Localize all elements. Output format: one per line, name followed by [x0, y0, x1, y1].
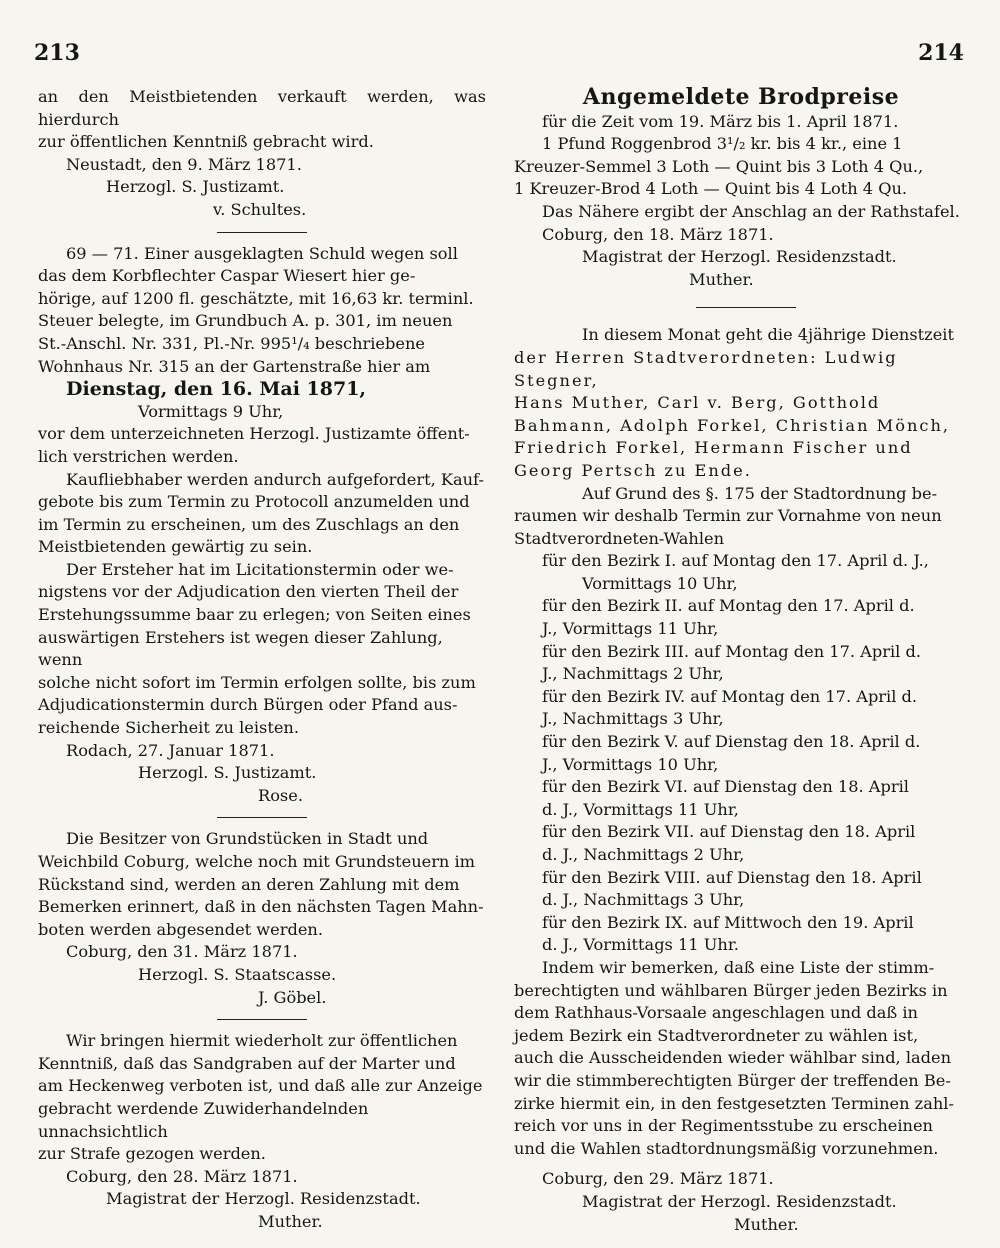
notice-bread-prices — [514, 111, 968, 292]
district-time: J., Vormittags 11 Uhr, — [542, 619, 719, 639]
notice-signer: Muther. — [689, 269, 754, 289]
text-line: Hans Muther, Carl v. Berg, Gotthold — [514, 393, 881, 413]
text-line: Weichbild Coburg, welche noch mit Grundsteuern im — [38, 852, 476, 871]
notice-office: Magistrat der Herzogl. Residenzstadt. — [582, 1191, 897, 1211]
district-time: d. J., Nachmittags 3 Uhr, — [542, 890, 745, 910]
text-line: der Herren Stadtverordneten: Ludwig Stegner, — [514, 347, 898, 390]
page-number-right: 214 — [918, 40, 964, 66]
text-line: jedem Bezirk ein Stadtverordneter zu wählen ist, — [514, 1025, 919, 1045]
notice-office: Magistrat der Herzogl. Residenzstadt. — [582, 247, 897, 267]
text-line: und die Wahlen stadtordnungsmäßig vorzunehmen. — [514, 1138, 939, 1158]
text-line: reichende Sicherheit zu leisten. — [38, 718, 299, 738]
district-line: für den Bezirk V. auf Dienstag den 18. April d. — [542, 732, 921, 752]
notice-office: Herzogl. S. Staatscasse. — [138, 964, 337, 984]
text-line: an den Meistbietenden verkauft werden, was hierdurch — [38, 87, 486, 129]
district-line: für den Bezirk III. auf Montag den 17. April d. — [542, 641, 921, 661]
text-line: Friedrich Forkel, Hermann Fischer und — [514, 438, 913, 458]
notice-date: Coburg, den 29. März 1871. — [542, 1169, 774, 1189]
text-line: zur öffentlichen Kenntniß gebracht wird. — [38, 132, 374, 152]
text-line: 1 Pfund Roggenbrod 3¹/₂ kr. bis 4 kr., eine 1 — [542, 134, 903, 154]
notice-date: Coburg, den 18. März 1871. — [542, 224, 774, 244]
text-line: Kreuzer-Semmel 3 Loth — Quint bis 3 Loth 4 Qu., — [514, 156, 924, 176]
district-line: für den Bezirk VII. auf Dienstag den 18. April — [542, 822, 916, 842]
separator-rule — [217, 817, 307, 818]
notice-date: Coburg, den 31. März 1871. — [66, 942, 298, 962]
text-line: Bemerken erinnert, daß in den nächsten Tagen Mahn- — [38, 897, 484, 917]
notice-date: Rodach, 27. Januar 1871. — [66, 740, 275, 760]
district-time: J., Nachmittags 2 Uhr, — [542, 664, 724, 684]
notice-office: Magistrat der Herzogl. Residenzstadt. — [106, 1189, 421, 1209]
left-column — [38, 86, 486, 1234]
text-line: Kaufliebhaber werden andurch aufgefordert, Kauf- — [66, 469, 484, 489]
text-line: im Termin zu erscheinen, um des Zuschlags an den — [38, 514, 460, 534]
text-line: Das Nähere ergibt der Anschlag an der Rathstafel. — [542, 201, 960, 221]
district-line: für den Bezirk IV. auf Montag den 17. April d. — [542, 686, 918, 706]
text-line: 1 Kreuzer-Brod 4 Loth — Quint bis 4 Loth 4 Qu. — [514, 179, 908, 199]
text-line: St.-Anschl. Nr. 331, Pl.-Nr. 995¹/₄ beschriebene — [38, 333, 425, 353]
text-line: zur Strafe gezogen werden. — [38, 1144, 266, 1164]
text-line: reich vor uns in der Regimentsstube zu erscheinen — [514, 1116, 933, 1136]
page-number-left: 213 — [34, 40, 80, 66]
text-line: Steuer belegte, im Grundbuch A. p. 301, im neuen — [38, 311, 453, 331]
text-line: Auf Grund des §. 175 der Stadtordnung be- — [582, 483, 938, 503]
district-time: Vormittags 10 Uhr, — [582, 573, 738, 593]
district-line: für den Bezirk II. auf Montag den 17. April d. — [542, 596, 915, 616]
text-line: Die Besitzer von Grundstücken in Stadt und — [66, 829, 429, 849]
text-line: Stadtverordneten-Wahlen — [514, 528, 725, 548]
text-line: das dem Korbflechter Caspar Wiesert hier ge- — [38, 266, 416, 286]
district-time: d. J., Nachmittags 2 Uhr, — [542, 845, 745, 864]
text-line: 69 — 71. Einer ausgeklagten Schuld wegen soll — [66, 243, 458, 263]
text-line: Rückstand sind, werden an deren Zahlung mit dem — [38, 874, 460, 894]
text-line: boten werden abgesendet werden. — [38, 919, 323, 939]
auction-time: Vormittags 9 Uhr, — [138, 401, 284, 421]
text-line: hörige, auf 1200 fl. geschätzte, mit 16,63 kr. terminl. — [38, 288, 474, 308]
district-line: für den Bezirk VI. auf Dienstag den 18. April — [542, 777, 909, 797]
text-line: zirke hiermit ein, in den festgesetzten Terminen zahl- — [514, 1093, 954, 1113]
district-time: d. J., Vormittags 11 Uhr, — [542, 799, 739, 819]
notice-signer: v. Schultes. — [213, 199, 307, 219]
district-line: für den Bezirk IX. auf Mittwoch den 19. April — [542, 912, 914, 932]
separator-rule — [696, 307, 796, 308]
district-line: für den Bezirk VIII. auf Dienstag den 18. April — [542, 867, 922, 887]
text-line: Bahmann, Adolph Forkel, Christian Mönch, — [514, 415, 951, 435]
notice-signer: J. Göbel. — [258, 987, 327, 1007]
notice-signer: Muther. — [258, 1211, 323, 1231]
notice-date: Neustadt, den 9. März 1871. — [66, 154, 302, 174]
text-line: am Heckenweg verboten ist, und daß alle zur Anzeige — [38, 1076, 483, 1096]
text-line: Meistbietenden gewärtig zu sein. — [38, 537, 313, 557]
text-line: lich verstrichen werden. — [38, 446, 239, 466]
text-line: vor dem unterzeichneten Herzogl. Justizamte öffent- — [38, 424, 470, 444]
text-line: berechtigten und wählbaren Bürger jeden Bezirks in — [514, 980, 948, 1000]
text-line: für die Zeit vom 19. März bis 1. April 1871. — [542, 111, 899, 131]
notice-neustadt — [38, 86, 486, 222]
text-line: Georg Pertsch zu Ende. — [514, 460, 752, 480]
separator-rule — [217, 232, 307, 233]
text-line: raumen wir deshalb Termin zur Vornahme von neun — [514, 506, 942, 526]
auction-date: Dienstag, den 16. Mai 1871, — [66, 378, 367, 401]
text-line: In diesem Monat geht die 4jährige Dienstzeit — [582, 325, 954, 345]
notice-sandgraben — [38, 1030, 486, 1233]
text-line: gebote bis zum Termin zu Protocoll anzumelden und — [38, 492, 470, 512]
text-line: gebracht werdende Zuwiderhandelnden unnachsichtlich — [38, 1098, 369, 1141]
separator-rule — [217, 1019, 307, 1020]
text-line: auch die Ausscheidenden wieder wählbar sind, laden — [514, 1048, 952, 1068]
district-time: J., Nachmittags 3 Uhr, — [542, 709, 724, 729]
notice-office: Herzogl. S. Justizamt. — [106, 177, 285, 197]
notice-signer: Rose. — [258, 785, 303, 805]
notice-auction — [38, 243, 486, 808]
text-line: Kenntniß, daß das Sandgraben auf der Marter und — [38, 1053, 456, 1073]
text-line: solche nicht sofort im Termin erfolgen sollte, bis zum — [38, 672, 476, 692]
notice-signer: Muther. — [734, 1214, 799, 1234]
notice-tax — [38, 828, 486, 1009]
text-line: Der Ersteher hat im Licitationstermin oder we- — [66, 559, 454, 579]
notice-office: Herzogl. S. Justizamt. — [138, 763, 317, 783]
bread-prices-title: Angemeldete Brodpreise — [582, 84, 900, 110]
text-line: nigstens vor der Adjudication den vierten Theil der — [38, 582, 459, 602]
text-line: Adjudicationstermin durch Bürgen oder Pfand aus- — [38, 695, 458, 715]
district-time: d. J., Vormittags 11 Uhr. — [542, 935, 739, 955]
notice-elections — [514, 324, 968, 1236]
text-line: wir die stimmberechtigten Bürger der treffenden Be- — [514, 1070, 951, 1090]
text-line: Wohnhaus Nr. 315 an der Gartenstraße hier am — [38, 356, 431, 376]
district-line: für den Bezirk I. auf Montag den 17. April d. J., — [542, 551, 929, 571]
text-line: auswärtigen Erstehers ist wegen dieser Zahlung, wenn — [38, 627, 443, 670]
right-column — [514, 86, 968, 1236]
district-time: J., Vormittags 10 Uhr, — [542, 754, 719, 774]
text-line: dem Rathhaus-Vorsaale angeschlagen und daß in — [514, 1003, 918, 1023]
notice-date: Coburg, den 28. März 1871. — [66, 1166, 298, 1186]
text-line: Wir bringen hiermit wiederholt zur öffentlichen — [66, 1031, 458, 1051]
text-line: Erstehungssumme baar zu erlegen; von Seiten eines — [38, 605, 471, 625]
text-line: Indem wir bemerken, daß eine Liste der stimm- — [542, 957, 935, 977]
